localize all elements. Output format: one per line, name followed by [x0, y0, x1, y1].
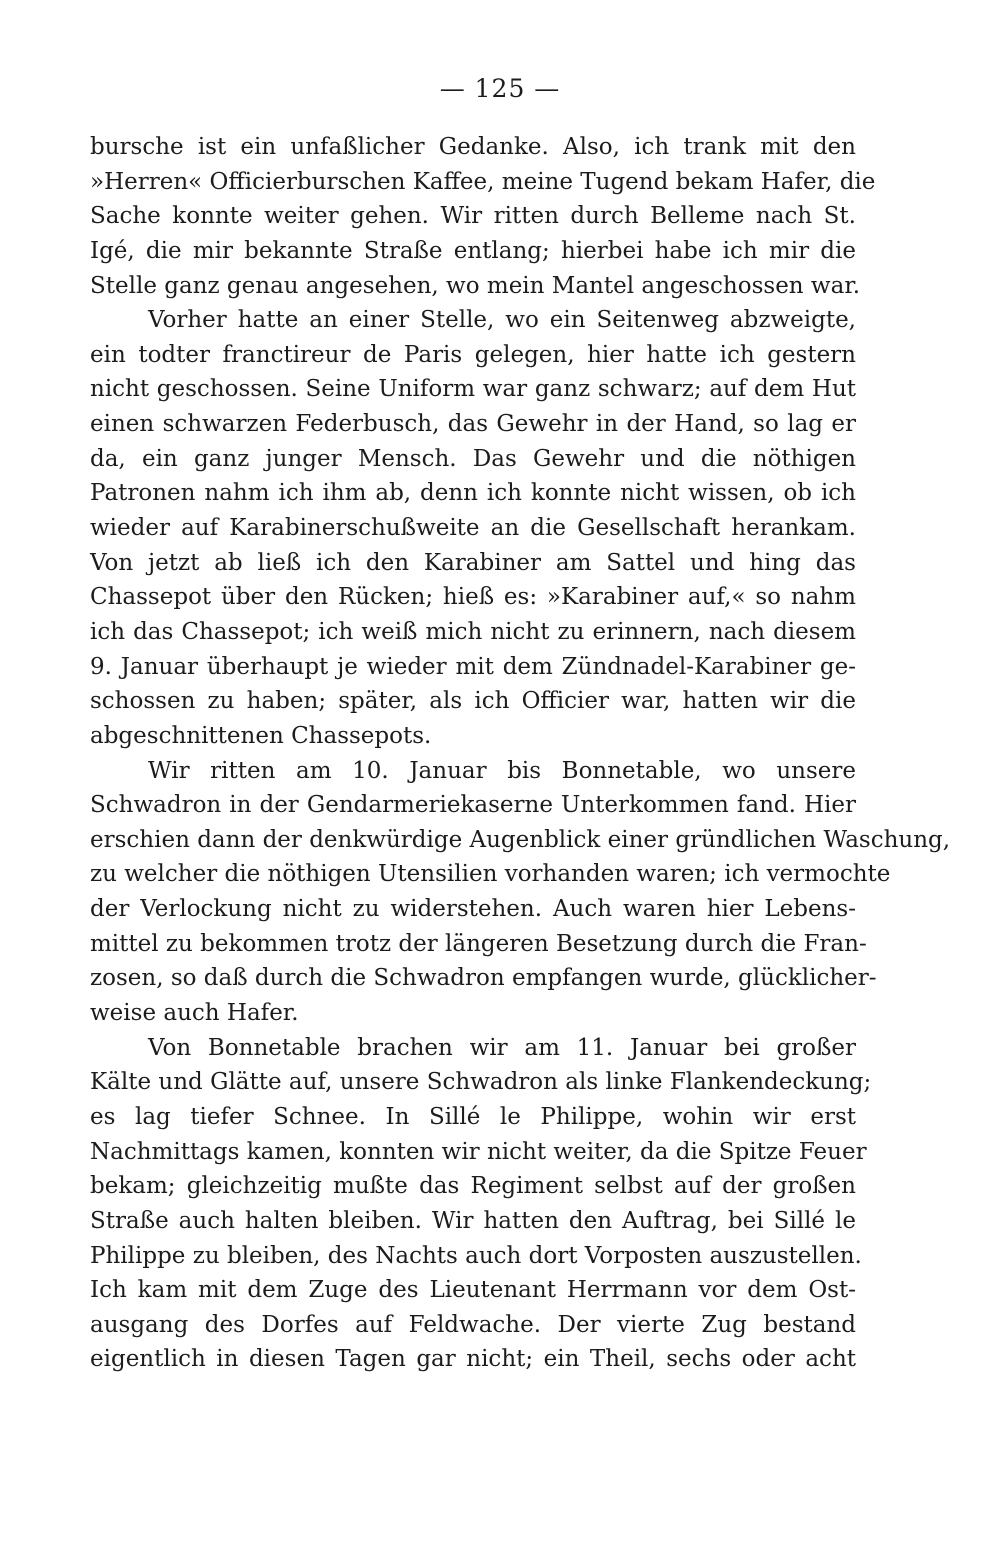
text-line: abgeschnittenen Chassepots. [90, 722, 432, 749]
text-line: »Herren« Officierburschen Kaffee, meine Tugend bekam Hafer, die [90, 168, 876, 195]
text-line: Straße auch halten bleiben. Wir hatten den Auftrag, bei Sillé le [90, 1207, 856, 1234]
text-line: es lag tiefer Schnee. In Sillé le Philippe, wohin wir erst [90, 1103, 856, 1130]
text-line: Kälte und Glätte auf, unsere Schwadron als linke Flankendeckung; [90, 1069, 872, 1096]
text-line: ein todter franctireur de Paris gelegen, hier hatte ich gestern [90, 341, 856, 368]
text-line: wieder auf Karabinerschußweite an die Gesellschaft herankam. [90, 515, 856, 542]
text-line: Sache konnte weiter gehen. Wir ritten durch Belleme nach St. [90, 203, 856, 230]
text-line: Philippe zu bleiben, des Nachts auch dort Vorposten auszustellen. [90, 1242, 862, 1269]
text-line: Von Bonnetable brachen wir am 11. Januar bei großer [148, 1034, 856, 1061]
text-line: Chassepot über den Rücken; hieß es: »Karabiner auf,« so nahm [90, 584, 856, 611]
text-line: Vorher hatte an einer Stelle, wo ein Seitenweg abzweigte, [148, 307, 856, 334]
text-line: Ich kam mit dem Zuge des Lieutenant Herrmann vor dem Ost- [90, 1277, 856, 1304]
text-line: mittel zu bekommen trotz der längeren Besetzung durch die Fran- [90, 930, 867, 957]
text-line: Patronen nahm ich ihm ab, denn ich konnte nicht wissen, ob ich [90, 480, 856, 507]
text-line: nicht geschossen. Seine Uniform war ganz schwarz; auf dem Hut [90, 376, 856, 403]
text-line: weise auch Hafer. [90, 1000, 299, 1027]
text-line: zu welcher die nöthigen Utensilien vorhanden waren; ich vermochte [90, 861, 891, 888]
body-text [90, 130, 951, 1377]
text-line: schossen zu haben; später, als ich Officier war, hatten wir die [90, 688, 856, 715]
text-line: Wir ritten am 10. Januar bis Bonnetable, wo unsere [148, 757, 856, 784]
text-line: 9. Januar überhaupt je wieder mit dem Zündnadel-Karabiner ge- [90, 653, 856, 680]
text-line: bekam; gleichzeitig mußte das Regiment selbst auf der großen [90, 1173, 856, 1200]
text-line: Igé, die mir bekannte Straße entlang; hierbei habe ich mir die [90, 237, 856, 264]
text-line: erschien dann der denkwürdige Augenblick einer gründlichen Waschung, [90, 826, 951, 853]
text-line: eigentlich in diesen Tagen gar nicht; ein Theil, sechs oder acht [90, 1346, 856, 1373]
text-line: Stelle ganz genau angesehen, wo mein Mantel angeschossen war. [90, 272, 861, 299]
text-line: Schwadron in der Gendarmeriekaserne Unterkommen fand. Hier [90, 792, 856, 819]
text-line: zosen, so daß durch die Schwadron empfangen wurde, glücklicher- [90, 965, 877, 992]
text-line: der Verlockung nicht zu widerstehen. Auch waren hier Lebens- [90, 896, 856, 923]
text-line: ich das Chassepot; ich weiß mich nicht zu erinnern, nach diesem [90, 618, 856, 645]
text-line: bursche ist ein unfaßlicher Gedanke. Also, ich trank mit den [90, 134, 856, 160]
text-line: Von jetzt ab ließ ich den Karabiner am Sattel und hing das [90, 549, 856, 576]
text-line: ausgang des Dorfes auf Feldwache. Der vierte Zug bestand [90, 1311, 856, 1338]
text-line: einen schwarzen Federbusch, das Gewehr in der Hand, so lag er [90, 411, 856, 438]
page-number: — 125 — [439, 74, 561, 103]
text-line: Nachmittags kamen, konnten wir nicht weiter, da die Spitze Feuer [90, 1138, 867, 1165]
text-line: da, ein ganz junger Mensch. Das Gewehr und die nöthigen [90, 445, 856, 472]
